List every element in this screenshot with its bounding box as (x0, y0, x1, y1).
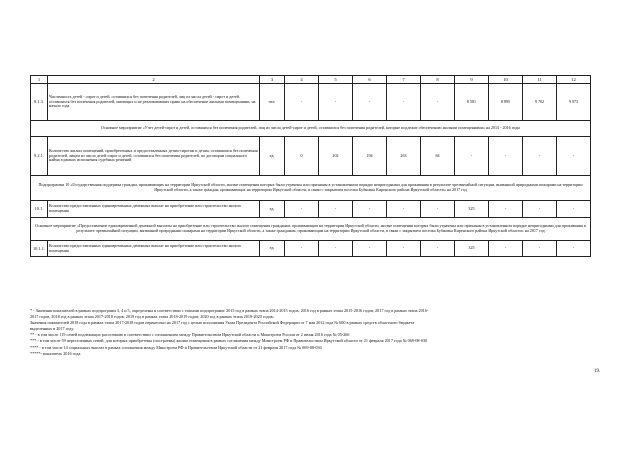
header-cell: 10 (489, 76, 523, 84)
header-cell: 2 (48, 76, 260, 84)
value-cell: 325 (455, 241, 489, 257)
value-cell: - (387, 241, 421, 257)
value-cell: - (489, 241, 523, 257)
table-row (31, 241, 591, 257)
value-cell: - (523, 137, 557, 176)
unit-cell: ед. (260, 241, 285, 257)
value-cell: - (285, 241, 319, 257)
footnote-line: Значения показателей 2018 года в рамках этапа 2017-2018 годов перенесено на 2017 год с целью исполнения Указа Президента Российской Федерации от 7 мая 2012 года № 600 в рамках средств областного бюджета (30, 320, 415, 326)
subprogram-title: Подпрограмма 10 «Государственная поддержка граждан, проживающих на территории Иркутской области, жилые помещения которых были утрачены или признаны в установленном порядке непригодными для проживания в результате чрезвычайной ситуации, вызванной природными пожарами на территории Иркутской области, а также граждан, проживающих на территории Иркутской области, в связи с закрытием поселка Бубновка Киренского района Иркутской области» на 2017 год (31, 176, 591, 201)
footnote-line: **** - в том числе 14 социальных выплат в рамках соглашения между Минстроем РФ и Правительством Иркутской области от 21 февраля 2017 года № 069-08-030 (30, 344, 322, 350)
table-row (31, 84, 591, 121)
footnote-line: * - Значения показателей в рамках подпрограмм 3, 4 и 5, определены в соответствии с этапами подпрограмм: 2015 год в рамках этапа 2014-2015 годов, 2016 год в рамках этапа 2015-2016 годов, 2017 год в рамках этапа 2016- (30, 308, 429, 313)
value-cell: - (557, 201, 591, 218)
value-cell: - (557, 137, 591, 176)
header-cell: 11 (523, 76, 557, 84)
value-cell: 202 (319, 137, 353, 176)
value-cell: 9 702 (523, 84, 557, 121)
indicator-name: Численность детей - сирот и детей, оставшихся без попечения родителей, лиц из числа детей - сирот и детей, оставшихся без попечения родителей, имеющих и не реализовавших право на обеспечение жилыми помещениями, на начало года (48, 84, 260, 121)
footnote-line: выделенных в 2017 году. (30, 326, 75, 332)
header-cell: 6 (353, 76, 387, 84)
value-cell: - (523, 201, 557, 218)
value-cell: - (285, 84, 319, 121)
value-cell: 84 (421, 137, 455, 176)
value-cell: - (455, 137, 489, 176)
value-cell: 0 (285, 137, 319, 176)
value-cell: 194 (353, 137, 387, 176)
value-cell: - (387, 84, 421, 121)
row-number: 10.1.1. (31, 241, 48, 257)
indicator-name: Количество предоставленных единовременных денежных выплат на приобретение или строительство жилого помещения (48, 241, 260, 257)
value-cell: - (489, 201, 523, 218)
value-cell: - (557, 241, 591, 257)
table-row (31, 137, 591, 176)
value-cell: 8 581 (455, 84, 489, 121)
header-cell: 12 (557, 76, 591, 84)
value-cell: - (319, 84, 353, 121)
value-cell: - (319, 241, 353, 257)
header-cell: 9 (455, 76, 489, 84)
unit-cell: ед. (260, 201, 285, 218)
value-cell: - (353, 201, 387, 218)
section-row (31, 218, 591, 241)
table-header-row (31, 76, 591, 84)
table-row (31, 201, 591, 218)
header-cell: 4 (285, 76, 319, 84)
indicator-name: Количество жилых помещений, приобретенных и предоставленных детям-сиротам и детям, оставшимся без попечения родителей, лицам из числа детей-сирот и детей, оставшихся без попечения родителей, по договорам социального найма в рамках исполнения судебных решений (48, 137, 260, 176)
footnote-line: 2017 годов, 2018 год в рамках этапа 2017-2018 годов, 2019 год в рамках этапа 2018-2019 годов, 2020 год в рамках этапа 2019-2020 годов; (30, 314, 274, 320)
value-cell: 8 895 (489, 84, 523, 121)
value-cell: - (421, 241, 455, 257)
value-cell: 325 (455, 201, 489, 218)
indicator-name: Количество предоставленных единовременных денежных выплат на приобретение или строительство жилого помещения (48, 201, 260, 218)
footnote-line: *****- показатель 2016 года. (30, 350, 82, 356)
footnote-line: ** - в том числе 119 семей подлежащих расселению в соответствии с соглашением между Правительством Иркутской области и Минстроем России от 2 июня 2016 года № 05-266 (30, 332, 350, 338)
header-cell: 8 (421, 76, 455, 84)
value-cell: - (319, 201, 353, 218)
header-cell: 3 (260, 76, 285, 84)
indicators-table (30, 75, 591, 257)
footnotes (30, 308, 590, 357)
footnote-line: *** - в том числе 59 переселенных семей, для которых приобретены (построены) жилые помещения в рамках соглашения между Минстроем РФ и Правительством Иркутской области от 21 февраля 2017 года № 069-08-030 (30, 338, 428, 344)
value-cell: 263 (387, 137, 421, 176)
value-cell: - (421, 201, 455, 218)
subprogram-row (31, 176, 591, 201)
value-cell: - (387, 201, 421, 218)
header-cell: 7 (387, 76, 421, 84)
header-cell: 5 (319, 76, 353, 84)
row-number: 9.1.3. (31, 84, 48, 121)
value-cell: - (353, 84, 387, 121)
unit-cell: чел. (260, 84, 285, 121)
unit-cell: ед. (260, 137, 285, 176)
value-cell: - (285, 201, 319, 218)
row-number: 9.2.1. (31, 137, 48, 176)
value-cell: - (523, 241, 557, 257)
row-number: 10.1. (31, 201, 48, 218)
section-row (31, 121, 591, 137)
value-cell: - (353, 241, 387, 257)
header-cell: 1 (31, 76, 48, 84)
value-cell: 9 973 (557, 84, 591, 121)
value-cell: - (421, 84, 455, 121)
page-number: 19. (594, 369, 601, 374)
value-cell: - (489, 137, 523, 176)
section-title: Основное мероприятие «Учет детей-сирот и детей, оставшихся без попечения родителей, лиц из числа детей-сирот и детей, оставшихся без попечения родителей, которые подлежат обеспечению жилыми помещениями» на 2014 - 2016 годы (31, 121, 591, 137)
section-title: Основное мероприятие «Предоставление единовременной денежной выплаты на приобретение или строительство жилого помещения гражданам, проживающим на территории Иркутской области, жилые помещения которых были утрачены или признаны в установленном порядке непригодными для проживания в результате чрезвычайной ситуации, вызванной природными пожарами на территории Иркутской области, а также гражданам, проживающим на территории Иркутской области, в связи с закрытием поселка Бубновка Киренского района Иркутской области» на 2017 год (31, 218, 591, 241)
